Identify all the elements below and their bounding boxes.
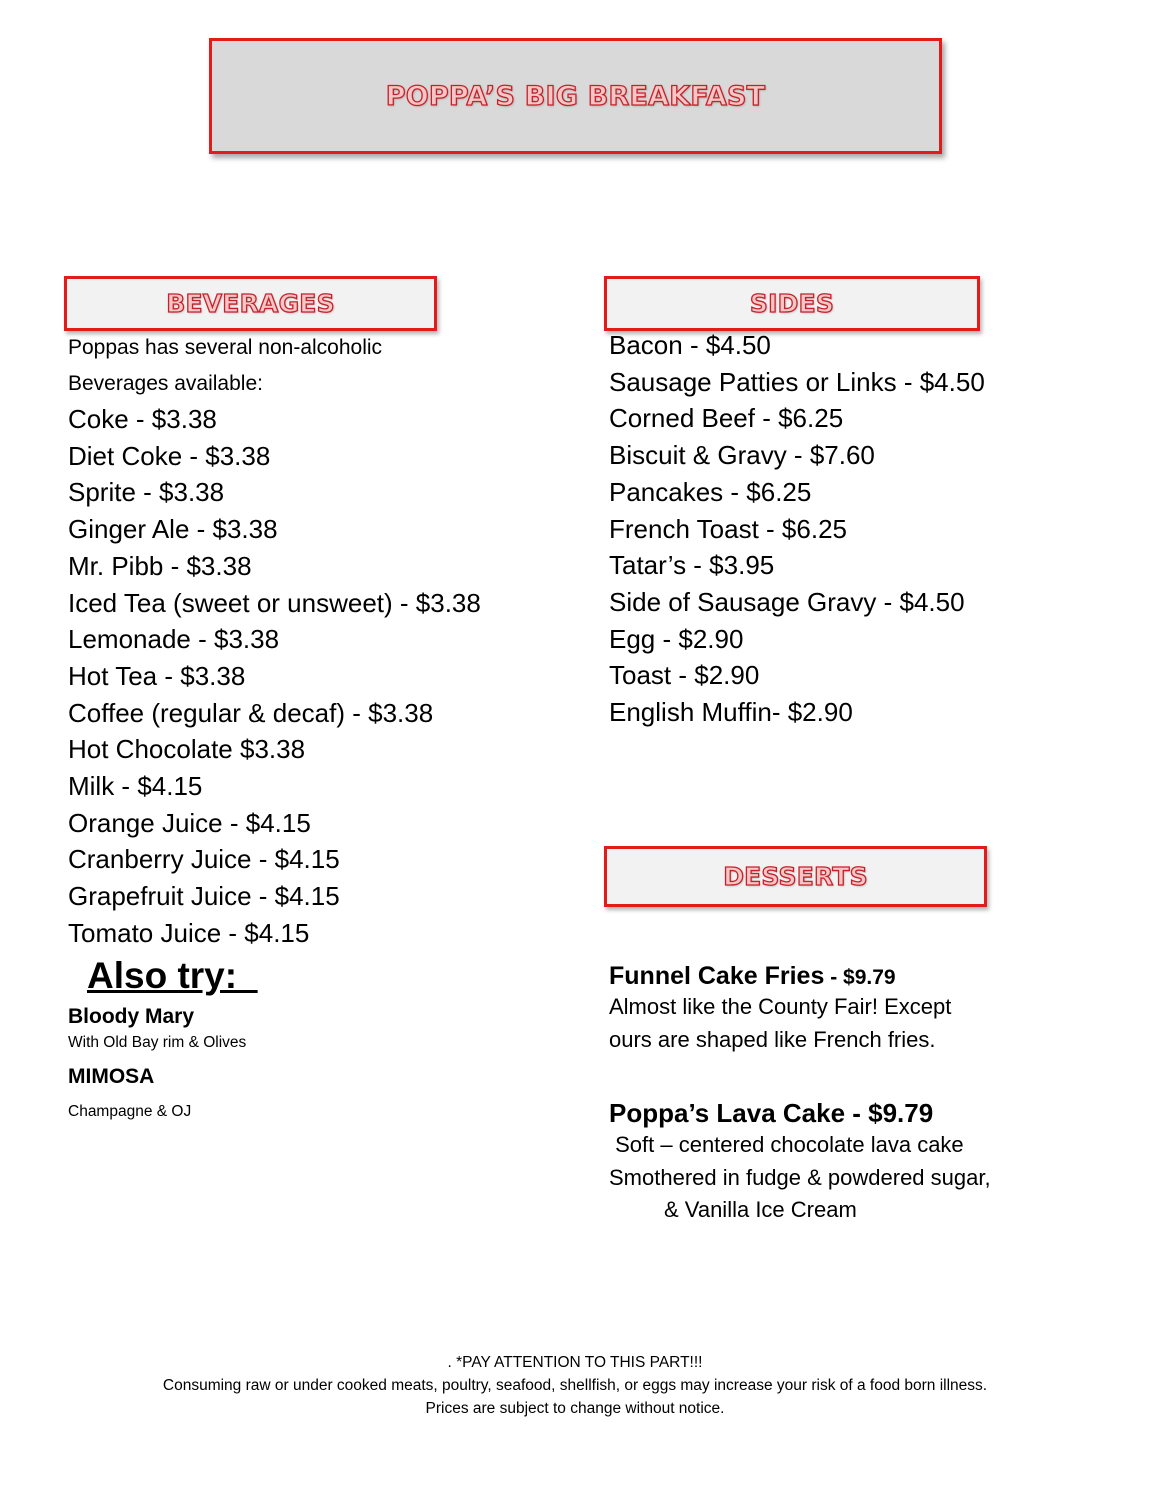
beverage-item: Cranberry Juice - $4.15 xyxy=(68,844,340,875)
beverages-header: BEVERAGES xyxy=(166,289,335,318)
beverage-item: Ginger Ale - $3.38 xyxy=(68,514,278,545)
beverage-item: Sprite - $3.38 xyxy=(68,477,225,508)
beverage-item: Mr. Pibb - $3.38 xyxy=(68,550,252,581)
footer-price-notice: Prices are subject to change without notice. xyxy=(425,1400,725,1417)
beverage-item: Coke - $3.38 xyxy=(68,404,217,434)
cocktail-name: MIMOSA xyxy=(68,1065,155,1088)
beverage-item: Tomato Juice - $4.15 xyxy=(68,917,310,948)
side-item: Pancakes - $6.25 xyxy=(609,476,812,507)
side-item: Side of Sausage Gravy - $4.50 xyxy=(609,586,965,617)
dessert-description: & Vanilla Ice Cream xyxy=(609,1197,857,1222)
beverage-item: Orange Juice - $4.15 xyxy=(68,807,311,838)
beverage-item: Lemonade - $3.38 xyxy=(68,624,280,655)
dessert-price: - $9.79 xyxy=(824,966,896,989)
beverage-item: Hot Tea - $3.38 xyxy=(68,660,246,691)
dessert-description: Soft – centered chocolate lava cake xyxy=(609,1132,964,1157)
side-item: Toast - $2.90 xyxy=(609,660,760,691)
dessert-description: Almost like the County Fair! Except xyxy=(609,994,952,1019)
side-item: French Toast - $6.25 xyxy=(609,513,847,544)
cocktails-list xyxy=(68,1002,246,1131)
dessert-description: ours are shaped like French fries. xyxy=(609,1026,936,1052)
dessert-title xyxy=(609,962,951,991)
sides-header-box xyxy=(604,276,980,331)
cocktail-description: With Old Bay rim & Olives xyxy=(68,1034,247,1051)
footer-health-warning: Consuming raw or under cooked meats, poultry, seafood, shellfish, or eggs may increase your risk of a food born illness. xyxy=(162,1377,988,1394)
beverages-header-box xyxy=(64,276,437,331)
side-item: Bacon - $4.50 xyxy=(609,330,771,360)
footer-notice xyxy=(0,1351,1150,1420)
also-try-heading: Also try: xyxy=(87,955,258,996)
beverage-item: Iced Tea (sweet or unsweet) - $3.38 xyxy=(68,587,481,618)
side-item: Biscuit & Gravy - $7.60 xyxy=(609,440,875,471)
beverage-item: Diet Coke - $3.38 xyxy=(68,440,271,471)
desserts-header: DESSERTS xyxy=(723,862,868,891)
desserts-header-box xyxy=(604,846,987,907)
side-item: Tatar’s - $3.95 xyxy=(609,550,775,581)
sides-list xyxy=(609,327,985,731)
side-item: English Muffin- $2.90 xyxy=(609,697,853,728)
dessert-name: Poppa’s Lava Cake - $9.79 xyxy=(609,1098,934,1128)
dessert-item xyxy=(609,962,951,1056)
menu-title: POPPA’S BIG BREAKFAST xyxy=(385,80,766,112)
side-item: Egg - $2.90 xyxy=(609,623,744,654)
beverages-intro-line: Poppas has several non-alcoholic xyxy=(68,336,383,359)
beverage-item: Coffee (regular & decaf) - $3.38 xyxy=(68,697,434,728)
title-banner xyxy=(209,38,942,154)
beverage-item: Milk - $4.15 xyxy=(68,771,203,802)
cocktail-description: Champagne & OJ xyxy=(68,1103,192,1120)
side-item: Corned Beef - $6.25 xyxy=(609,403,844,434)
footer-attention: . *PAY ATTENTION TO THIS PART!!! xyxy=(447,1354,703,1371)
beverages-list xyxy=(68,401,481,952)
beverage-item: Grapefruit Juice - $4.15 xyxy=(68,881,340,912)
beverage-item: Hot Chocolate $3.38 xyxy=(68,734,306,765)
cocktail-name: Bloody Mary xyxy=(68,1005,195,1028)
dessert-name: Funnel Cake Fries xyxy=(609,962,825,990)
dessert-item xyxy=(609,1098,991,1227)
beverages-intro-line: Beverages available: xyxy=(68,372,263,395)
side-item: Sausage Patties or Links - $4.50 xyxy=(609,366,985,397)
sides-header: SIDES xyxy=(749,289,835,318)
dessert-description: Smothered in fudge & powdered sugar, xyxy=(609,1164,991,1190)
beverages-intro xyxy=(68,330,382,402)
